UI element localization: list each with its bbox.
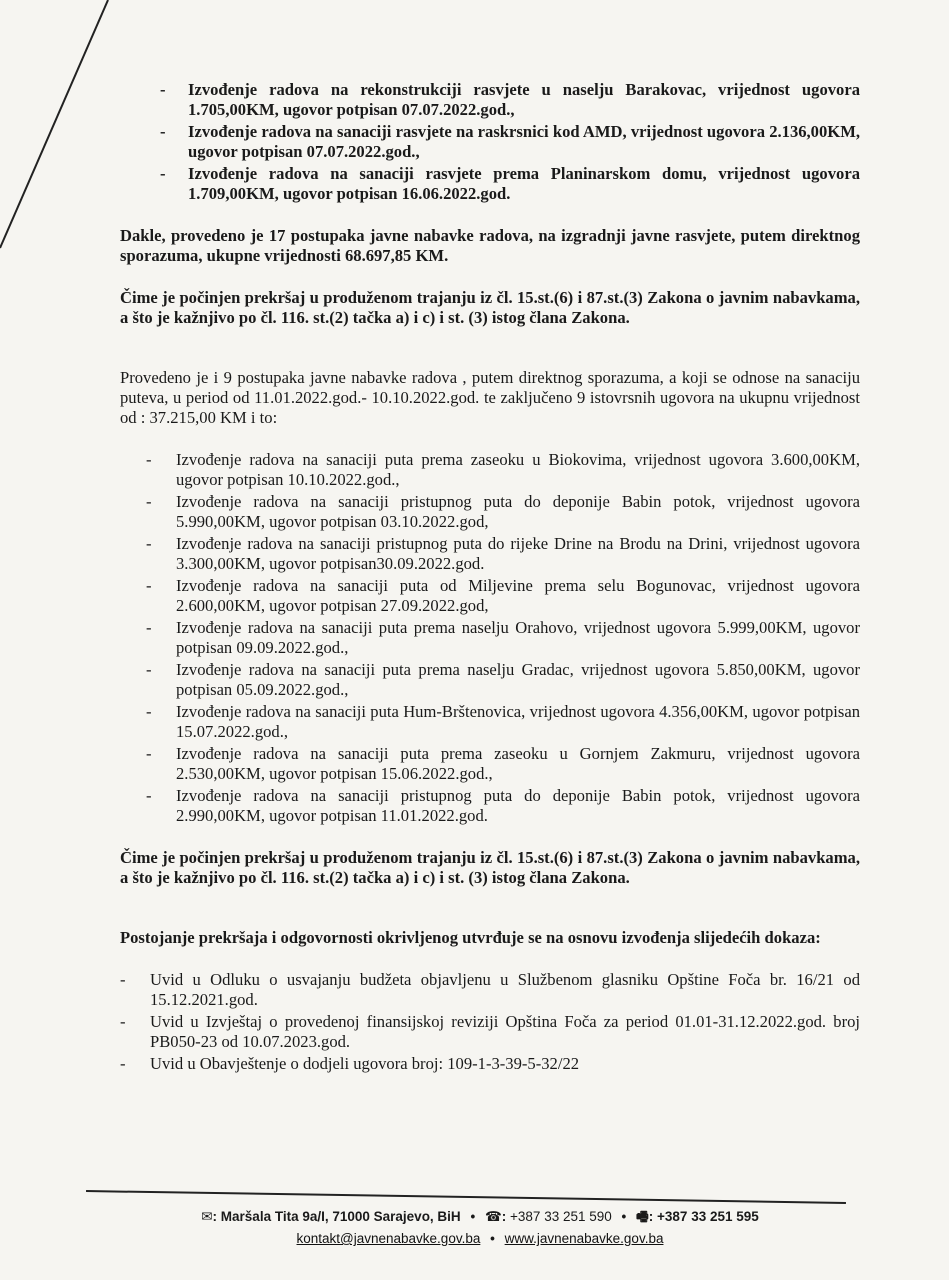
phone-icon: ☎ bbox=[484, 1209, 502, 1224]
document-body bbox=[120, 80, 860, 1076]
footer-email-link[interactable]: kontakt@javnenabavke.gov.ba bbox=[296, 1231, 481, 1246]
violation-paragraph-2: Čime je počinjen prekršaj u produženom trajanju iz čl. 15.st.(6) i 87.st.(3) Zakona o javnim nabavkama, a što je kažnjivo po čl. 116. st.(2) tačka a) i c) i st. (3) istog člana Zakona. bbox=[120, 848, 860, 887]
lighting-contracts-list bbox=[120, 80, 860, 204]
footer-website-link[interactable]: www.javnenabavke.gov.ba bbox=[504, 1231, 664, 1246]
footer-fax: +387 33 251 595 bbox=[657, 1209, 759, 1224]
list-item: - Izvođenje radova na sanaciji puta prema naselju Gradac, vrijednost ugovora 5.850,00KM, ugovor potpisan 05.09.2022.god., bbox=[146, 660, 860, 699]
list-item: - Izvođenje radova na sanaciji pristupnog puta do rijeke Drine na Brodu na Drini, vrijednost ugovora 3.300,00KM, ugovor potpisan30.09.2022.god. bbox=[146, 534, 860, 573]
violation-paragraph-1: Čime je počinjen prekršaj u produženom trajanju iz čl. 15.st.(6) i 87.st.(3) Zakona o javnim nabavkama, a što je kažnjivo po čl. 116. st.(2) tačka a) i c) i st. (3) istog člana Zakona. bbox=[120, 288, 860, 327]
footer-address: Maršala Tita 9a/I, 71000 Sarajevo, BiH bbox=[220, 1209, 461, 1224]
list-item: - Izvođenje radova na sanaciji puta prema zaseoku u Biokovima, vrijednost ugovora 3.600,00KM, ugovor potpisan 10.10.2022.god., bbox=[146, 450, 860, 489]
list-item: - Uvid u Odluku o usvajanju budžeta objavljenu u Službenom glasniku Opštine Foča br. 16/21 od 15.12.2021.god. bbox=[120, 970, 860, 1009]
list-item: - Uvid u Izvještaj o provedenoj finansijskoj reviziji Opština Foča za period 01.01-31.12.2022.god. broj PB050-23 od 10.07.2023.god. bbox=[120, 1012, 860, 1051]
list-item: - Izvođenje radova na sanaciji pristupnog puta do deponije Babin potok, vrijednost ugovora 2.990,00KM, ugovor potpisan 11.01.2022.god. bbox=[146, 786, 860, 825]
road-contracts-list bbox=[138, 450, 860, 826]
list-item: - Uvid u Obavještenje o dodjeli ugovora broj: 109-1-3-39-5-32/22 bbox=[120, 1054, 580, 1073]
list-item: - Izvođenje radova na sanaciji puta prema naselju Orahovo, vrijednost ugovora 5.999,00KM, ugovor potpisan 09.09.2022.god., bbox=[146, 618, 860, 657]
footer-phone: +387 33 251 590 bbox=[510, 1209, 612, 1224]
fax-icon: 🖷 bbox=[636, 1209, 649, 1224]
evidence-list bbox=[120, 970, 860, 1074]
envelope-icon: ✉ bbox=[201, 1209, 213, 1224]
list-item: - Izvođenje radova na sanaciji pristupnog puta do deponije Babin potok, vrijednost ugovora 5.990,00KM, ugovor potpisan 03.10.2022.god, bbox=[146, 492, 860, 531]
list-item: - Izvođenje radova na sanaciji puta Hum-Brštenovica, vrijednost ugovora 4.356,00KM, ugovor potpisan 15.07.2022.god., bbox=[146, 702, 860, 741]
list-item: - Izvođenje radova na rekonstrukciji rasvjete u naselju Barakovac, vrijednost ugovora 1.705,00KM, ugovor potpisan 07.07.2022.god., bbox=[160, 80, 860, 119]
footer-contact-line: ✉: Maršala Tita 9a/I, 71000 Sarajevo, BiH • ☎: +387 33 251 590 • 🖷: +387 33 251 595 bbox=[201, 1209, 759, 1224]
list-item: - Izvođenje radova na sanaciji puta od Miljevine prema selu Bogunovac, vrijednost ugovora 2.600,00KM, ugovor potpisan 27.09.2022.god, bbox=[146, 576, 860, 615]
footer-links-line: kontakt@javnenabavke.gov.ba • www.javnenabavke.gov.ba bbox=[296, 1231, 664, 1246]
list-item: - Izvođenje radova na sanaciji puta prema zaseoku u Gornjem Zakmuru, vrijednost ugovora 2.530,00KM, ugovor potpisan 15.06.2022.god., bbox=[146, 744, 860, 783]
footer bbox=[140, 1206, 820, 1250]
list-item: - Izvođenje radova na sanaciji rasvjete prema Planinarskom domu, vrijednost ugovora 1.709,00KM, ugovor potpisan 16.06.2022.god. bbox=[160, 164, 860, 203]
footer-divider bbox=[86, 1190, 846, 1204]
evidence-intro-paragraph: Postojanje prekršaja i odgovornosti okrivljenog utvrđuje se na osnovu izvođenja slijedećih dokaza: bbox=[120, 928, 821, 947]
list-item: - Izvođenje radova na sanaciji rasvjete na raskrsnici kod AMD, vrijednost ugovora 2.136,00KM, ugovor potpisan 07.07.2022.god., bbox=[160, 122, 860, 161]
lighting-summary-paragraph: Dakle, provedeno je 17 postupaka javne nabavke radova, na izgradnji javne rasvjete, putem direktnog sporazuma, ukupne vrijednosti 68.697,85 KM. bbox=[120, 226, 860, 265]
pen-mark-line bbox=[0, 0, 120, 250]
roads-intro-paragraph: Provedeno je i 9 postupaka javne nabavke radova , putem direktnog sporazuma, a koji se odnose na sanaciju puteva, u period od 11.01.2022.god.- 10.10.2022.god. te zaključeno 9 istovrsnih ugovora na ukupnu vrijednost od : 37.215,00 KM i to: bbox=[120, 368, 860, 427]
